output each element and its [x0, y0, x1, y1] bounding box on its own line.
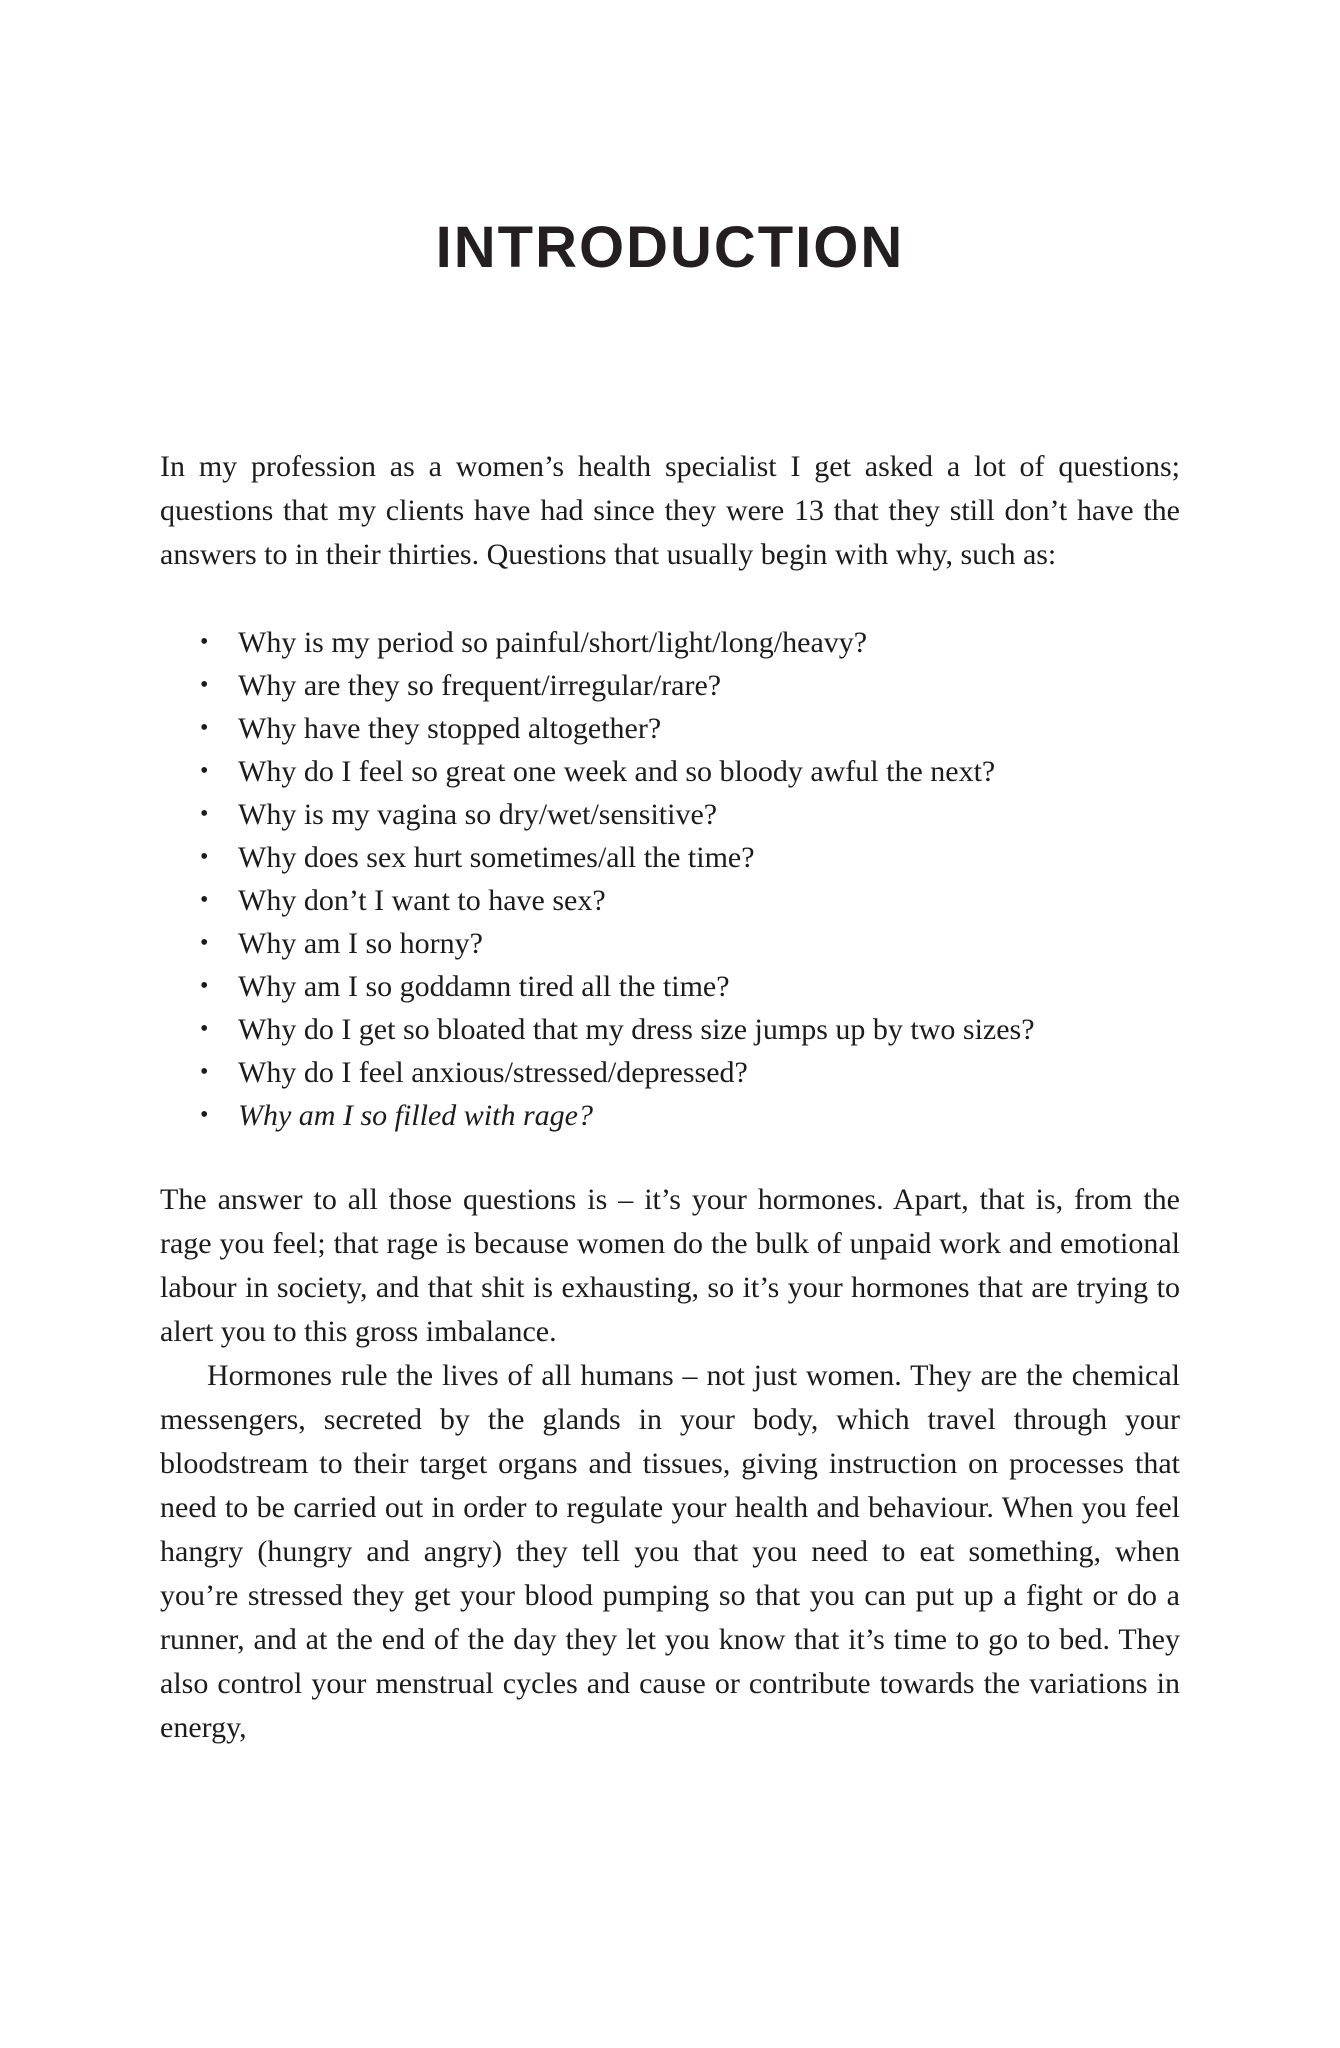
question-text: Why do I feel so great one week and so bloody awful the next?	[238, 755, 996, 788]
bullet-icon: •	[200, 715, 209, 741]
question-text: Why am I so horny?	[238, 927, 483, 960]
bullet-icon: •	[200, 887, 209, 913]
questions-list	[160, 621, 1180, 1137]
question-item	[160, 750, 1180, 793]
question-item	[160, 1051, 1180, 1094]
bullet-icon: •	[200, 844, 209, 870]
question-item	[160, 1008, 1180, 1051]
question-item	[160, 879, 1180, 922]
bullet-icon: •	[200, 1059, 209, 1085]
question-text: Why is my period so painful/short/light/long/heavy?	[238, 626, 868, 659]
question-item	[160, 664, 1180, 707]
bullet-icon: •	[200, 1102, 209, 1128]
bullet-icon: •	[200, 801, 209, 827]
bullet-icon: •	[200, 973, 209, 999]
question-item	[160, 1094, 1180, 1137]
bullet-icon: •	[200, 758, 209, 784]
bullet-icon: •	[200, 672, 209, 698]
question-item	[160, 793, 1180, 836]
bullet-icon: •	[200, 930, 209, 956]
intro-paragraph: In my profession as a women’s health specialist I get asked a lot of questions; questions that my clients have had since they were 13 that they still don’t have the answers to in their thirties. Questions that usually begin with why, such as:	[160, 450, 1180, 571]
question-text: Why is my vagina so dry/wet/sensitive?	[238, 798, 718, 831]
question-item	[160, 621, 1180, 664]
hormones-paragraph: Hormones rule the lives of all humans – not just women. They are the chemical messengers, secreted by the glands in your body, which travel through your bloodstream to their target organs and tissues, giving instruction on processes that need to be carried out in order to regulate your health and behaviour. When you feel hangry (hungry and angry) they tell you that you need to eat something, when you’re stressed they get your blood pumping so that you can put up a fight or do a runner, and at the end of the day they let you know that it’s time to go to bed. They also control your menstrual cycles and cause or contribute towards the variations in energy,	[160, 1359, 1180, 1744]
question-item	[160, 922, 1180, 965]
question-text: Why are they so frequent/irregular/rare?	[238, 669, 722, 702]
question-text: Why don’t I want to have sex?	[238, 884, 606, 917]
chapter-title: INTRODUCTION	[435, 215, 905, 280]
question-text: Why do I get so bloated that my dress size jumps up by two sizes?	[238, 1013, 1035, 1046]
question-text: Why does sex hurt sometimes/all the time?	[238, 841, 755, 874]
question-text: Why am I so filled with rage?	[238, 1099, 593, 1132]
bullet-icon: •	[200, 629, 209, 655]
page-content	[160, 445, 1180, 1750]
bullet-icon: •	[200, 1016, 209, 1042]
question-item	[160, 836, 1180, 879]
question-text: Why do I feel anxious/stressed/depressed?	[238, 1056, 748, 1089]
question-item	[160, 965, 1180, 1008]
question-item	[160, 707, 1180, 750]
question-text: Why am I so goddamn tired all the time?	[238, 970, 730, 1003]
answer-paragraph: The answer to all those questions is – it’s your hormones. Apart, that is, from the rage you feel; that rage is because women do the bulk of unpaid work and emotional labour in society, and that shit is exhausting, so it’s your hormones that are trying to alert you to this gross imbalance.	[160, 1183, 1180, 1348]
question-text: Why have they stopped altogether?	[238, 712, 662, 745]
